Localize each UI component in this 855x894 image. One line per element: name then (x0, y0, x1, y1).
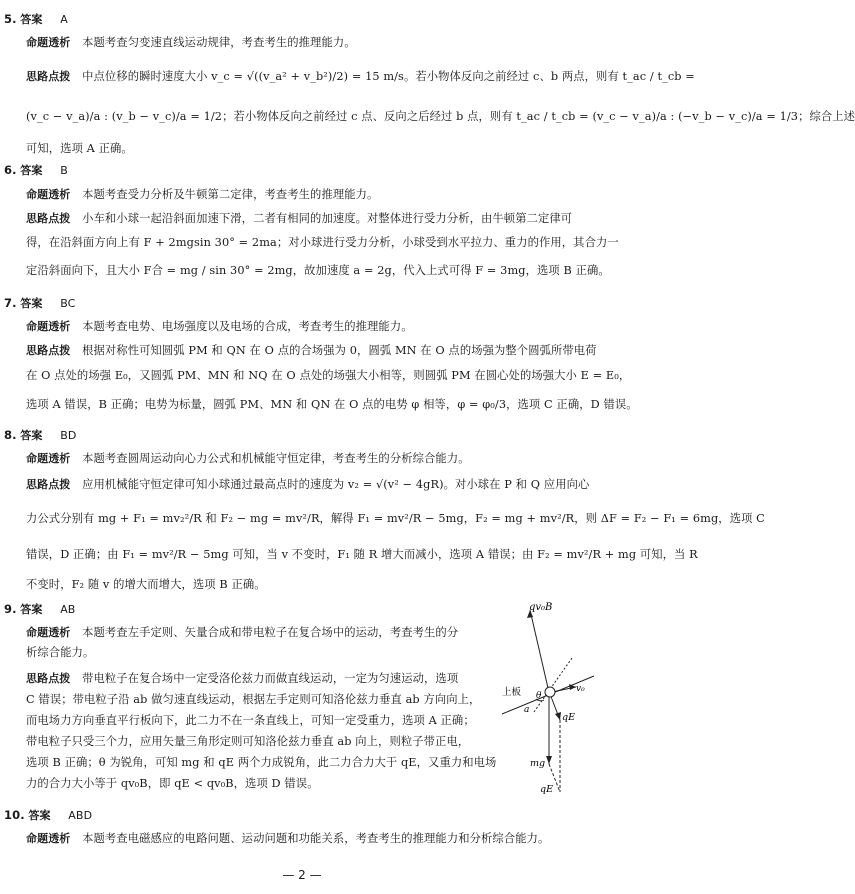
q6-analysis (26, 188, 378, 202)
analysis-label: 命题透析 (26, 320, 71, 333)
answer-label: 答案 (20, 297, 43, 310)
q7-hint-line-2: 在 O 点处的场强 E₀，又圆弧 PM、MN 和 NQ 在 O 点处的场强大小相等，则圆弧 PM 在圆心处的场强大小 E = E₀， (26, 369, 631, 382)
q5-hint-line-1 (26, 70, 695, 84)
answer-value: BD (60, 429, 77, 442)
hint-label: 思路点拨 (26, 212, 71, 225)
question-number: 8. (4, 428, 17, 442)
q7-analysis (26, 320, 413, 334)
angle-label: θ (536, 691, 542, 701)
analysis-label: 命题透析 (26, 832, 71, 845)
q9-analysis-line-1 (26, 626, 458, 640)
analysis-label: 命题透析 (26, 36, 71, 49)
question-number: 5. (4, 12, 17, 26)
question-number: 9. (4, 602, 17, 616)
hint-label: 思路点拨 (26, 70, 71, 83)
q7-answer-line (4, 296, 75, 311)
q9-analysis-line-2: 析综合能力。 (26, 646, 95, 659)
q9-hint-line-5: 选项 B 正确；θ 为锐角，可知 mg 和 qE 两个力成锐角，此二力合力大于 qE，又重力和电场 (26, 756, 497, 769)
q6-hint-line-1 (26, 212, 572, 226)
analysis-label: 命题透析 (26, 452, 71, 465)
qe-bottom-label: qE (540, 784, 554, 795)
q5-analysis (26, 36, 356, 50)
q10-analysis (26, 832, 549, 846)
lorentz-force-arrow (530, 610, 548, 688)
q5-hint-line-3: 可知，选项 A 正确。 (26, 142, 133, 155)
plate-label: 上板 (502, 687, 522, 698)
q9-hint-line-3: 而电场力方向垂直平行板向下，此二力不在一条直线上，可知一定受重力，选项 A 正确； (26, 714, 475, 727)
analysis-text: 本题考查左手定则、矢量合成和带电粒子在复合场中的运动，考查考生的分 (82, 626, 459, 639)
hint-text: 带电粒子在复合场中一定受洛伦兹力而做直线运动，一定为匀速运动，选项 (82, 672, 459, 685)
hint-label: 思路点拨 (26, 672, 71, 685)
analysis-text: 本题考查匀变速直线运动规律，考查考生的推理能力。 (82, 36, 356, 49)
hint-text: 中点位移的瞬时速度大小 v_c = √((v_a² + v_b²)/2) = 15 m/s。若小物体反向之前经过 c、b 两点，则有 t_ac / t_cb = (82, 70, 695, 83)
question-number: 7. (4, 296, 17, 310)
mg-label: mg (530, 758, 546, 769)
q8-hint-line-2: 力公式分别有 mg + F₁ = mv₂²/R 和 F₂ − mg = mv²/R，解得 F₁ = mv²/R − 5mg，F₂ = mg + mv²/R，则 ΔF = F₂ − F₁ = 6mg，选项 C (26, 512, 765, 525)
qe-right-label: qE (562, 712, 576, 723)
electric-arrowhead (555, 712, 561, 720)
hint-text: 小车和小球一起沿斜面加速下滑，二者有相同的加速度。对整体进行受力分析，由牛顿第二定律可 (82, 212, 573, 225)
q8-hint-line-1 (26, 478, 589, 492)
answer-label: 答案 (20, 164, 43, 177)
answer-value: AB (60, 603, 76, 616)
particle (545, 687, 555, 697)
analysis-label: 命题透析 (26, 188, 71, 201)
q6-hint-line-2: 得，在沿斜面方向上有 F + 2mgsin 30° = 2ma；对小球进行受力分析，小球受到水平拉力、重力的作用，其合力一 (26, 236, 619, 249)
q9-hint-line-6: 力的合力大小等于 qv₀B，即 qE < qv₀B，选项 D 错误。 (26, 777, 319, 790)
hint-text: 应用机械能守恒定律可知小球通过最高点时的速度为 v₂ = √(v² − 4gR)。对小球在 P 和 Q 应用向心 (82, 478, 590, 491)
q7-hint-line-3: 选项 A 错误，B 正确；电势为标量，圆弧 PM、MN 和 QN 在 O 点的电势 φ 相等，φ = φ₀/3，选项 C 正确，D 错误。 (26, 398, 638, 411)
q7-hint-line-1 (26, 344, 597, 358)
analysis-text: 本题考查圆周运动向心力公式和机械能守恒定律，考查考生的分析综合能力。 (82, 452, 470, 465)
q8-answer-line (4, 428, 76, 443)
q8-hint-line-3: 错误，D 正确；由 F₁ = mv²/R − 5mg 可知，当 v 不变时，F₁ 随 R 增大而减小，选项 A 错误；由 F₂ = mv²/R + mg 可知，当 R (26, 548, 698, 561)
q6-hint-line-3: 定沿斜面向下，且大小 F合 = mg / sin 30° = 2mg，故加速度 a = 2g，代入上式可得 F = 3mg，选项 B 正确。 (26, 264, 610, 277)
trajectory-line (534, 658, 572, 712)
answer-value: ABD (68, 809, 93, 822)
analysis-text: 本题考查电势、电场强度以及电场的合成，考查考生的推理能力。 (82, 320, 413, 333)
answer-value: B (60, 164, 68, 177)
hint-label: 思路点拨 (26, 344, 71, 357)
answer-value: BC (60, 297, 76, 310)
q8-analysis (26, 452, 470, 466)
point-a-label: a (524, 705, 530, 715)
answer-label: 答案 (20, 13, 43, 26)
analysis-text: 本题考查受力分析及牛顿第二定律，考查考生的推理能力。 (82, 188, 379, 201)
answer-label: 答案 (28, 809, 51, 822)
hint-label: 思路点拨 (26, 478, 71, 491)
q5-hint-line-2: (v_c − v_a)/a : (v_b − v_c)/a = 1/2；若小物体反向之前经过 c 点、反向之后经过 b 点，则有 t_ac / t_cb = (v_c − v_a)/a : (−v_b − v_c)/a = 1/3；综合上述 (26, 110, 855, 123)
answer-label: 答案 (20, 429, 43, 442)
analysis-text: 本题考查电磁感应的电路问题、运动问题和功能关系，考查考生的推理能力和分析综合能力。 (82, 832, 550, 845)
q5-answer-line (4, 12, 68, 27)
q6-answer-line (4, 163, 68, 178)
answer-label: 答案 (20, 603, 43, 616)
question-number: 10. (4, 808, 25, 822)
q9-hint-line-2: C 错误；带电粒子沿 ab 做匀速直线运动，根据左手定则可知洛伦兹力垂直 ab 方向向上， (26, 693, 481, 706)
q9-hint-line-1 (26, 672, 458, 686)
velocity-label: v₀ (576, 684, 585, 694)
force-top-label: qv₀B (529, 602, 553, 613)
q9-force-diagram (500, 596, 596, 796)
answer-value: A (60, 13, 68, 26)
hint-text: 根据对称性可知圆弧 PM 和 QN 在 O 点的合场强为 0，圆弧 MN 在 O 点的场强为整个圆弧所带电荷 (82, 344, 597, 357)
question-number: 6. (4, 163, 17, 177)
q10-answer-line (4, 808, 92, 823)
q8-hint-line-4: 不变时，F₂ 随 v 的增大而增大，选项 B 正确。 (26, 578, 266, 591)
page-number: — 2 — (282, 868, 322, 882)
gravity-arrowhead (546, 756, 552, 764)
analysis-label: 命题透析 (26, 626, 71, 639)
q9-answer-line (4, 602, 75, 617)
q9-hint-line-4: 带电粒子只受三个力，应用矢量三角形定则可知洛伦兹力垂直 ab 向上，则粒子带正电， (26, 735, 470, 748)
